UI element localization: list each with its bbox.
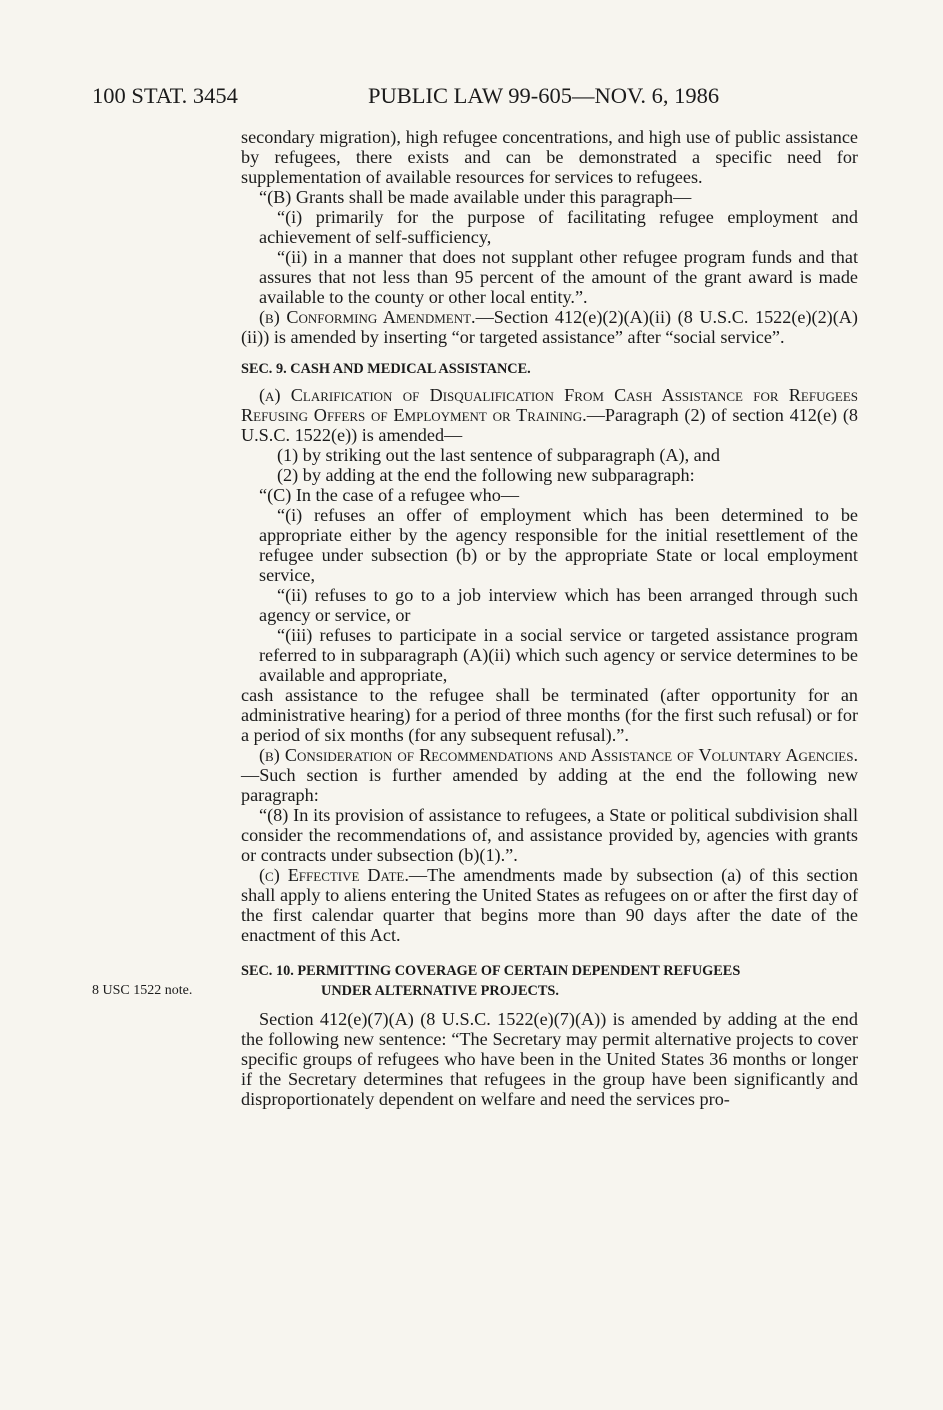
subsection-text: —Section 412(e)(2)(A)(ii) (8 U.S.C. 1522(e)(2)(A)(ii)) is amended by inserting “or targeted assistance” after “social service”. — [241, 307, 858, 347]
subsection-text: —Paragraph (2) of section 412(e) (8 U.S.C. 1522(e)) is amended— — [241, 405, 859, 445]
subsection-heading: (b) Consideration of Recommendations and Assistance of Voluntary Agencies. — [259, 745, 858, 765]
paragraph: Section 412(e)(7)(A) (8 U.S.C. 1522(e)(7)(A)) is amended by adding at the end the following new sentence: “The Secretary may permit alternative projects to cover specific groups of refugees who have been in the United States 36 months or longer if the Secretary determines that refugees in the group have been significantly and disproportionately dependent on welfare and need the services pro- — [241, 1009, 858, 1109]
subsection-heading: (c) Effective Date. — [259, 865, 409, 885]
paragraph: “(i) primarily for the purpose of facilitating refugee employment and achievement of self-sufficiency, — [259, 207, 858, 247]
section-heading-line: SEC. 10. PERMITTING COVERAGE OF CERTAIN DEPENDENT REFUGEES — [241, 963, 741, 979]
subsection-heading: (a) Clarification of Disqualification From Cash Assistance for Refugees Refusing Offers of Employment or Training. — [241, 385, 858, 425]
paragraph — [241, 307, 858, 347]
subsection-text: —The amendments made by subsection (a) of this section shall apply to aliens entering the United States as refugees on or after the first day of the first calendar quarter that begins more than 90 days after the date of the enactment of this Act. — [241, 865, 858, 945]
section-heading: SEC. 9. CASH AND MEDICAL ASSISTANCE. — [241, 361, 531, 377]
paragraph: “(ii) refuses to go to a job interview which has been arranged through such agency or service, or — [259, 585, 858, 625]
paragraph: (2) by adding at the end the following new subparagraph: — [277, 465, 695, 485]
paragraph: “(8) In its provision of assistance to refugees, a State or political subdivision shall consider the recommendations of, and assistance provided by, agencies with grants or contracts under subsection (b)(1).”. — [241, 805, 858, 865]
section-heading — [241, 961, 858, 1001]
subsection-text: —Such section is further amended by adding at the end the following new paragraph: — [241, 765, 858, 805]
paragraph: secondary migration), high refugee concentrations, and high use of public assistance by refugees, there exists and can be demonstrated a specific need for supplementation of available resources for services to refugees. — [241, 127, 858, 187]
paragraph: (1) by striking out the last sentence of subparagraph (A), and — [277, 445, 720, 465]
section-heading-line: UNDER ALTERNATIVE PROJECTS. — [321, 983, 559, 999]
page-stat-citation: 100 STAT. 3454 — [92, 83, 238, 108]
paragraph — [241, 385, 858, 445]
body-text — [241, 127, 858, 1109]
paragraph — [241, 745, 858, 805]
paragraph: “(ii) in a manner that does not supplant other refugee program funds and that assures that not less than 95 percent of the amount of the grant award is made available to the county or other local entity.”. — [259, 247, 858, 307]
paragraph — [241, 865, 858, 945]
margin-note: 8 USC 1522 note. — [92, 983, 193, 998]
paragraph: cash assistance to the refugee shall be terminated (after opportunity for an administrative hearing) for a period of three months (for the first such refusal) or for a period of six months (for any subsequent refusal).”. — [241, 685, 858, 745]
paragraph: “(i) refuses an offer of employment which has been determined to be appropriate either by the agency responsible for the initial resettlement of the refugee under subsection (b) or by the appropriate State or local employment service, — [259, 505, 858, 585]
paragraph: “(iii) refuses to participate in a social service or targeted assistance program referred to in subparagraph (A)(ii) which such agency or service determines to be available and appropriate, — [259, 625, 858, 685]
running-header: PUBLIC LAW 99-605—NOV. 6, 1986 — [368, 83, 720, 108]
subsection-heading: (b) Conforming Amendment. — [259, 307, 476, 327]
paragraph: “(C) In the case of a refugee who— — [259, 485, 520, 505]
paragraph: “(B) Grants shall be made available under this paragraph— — [259, 187, 692, 207]
